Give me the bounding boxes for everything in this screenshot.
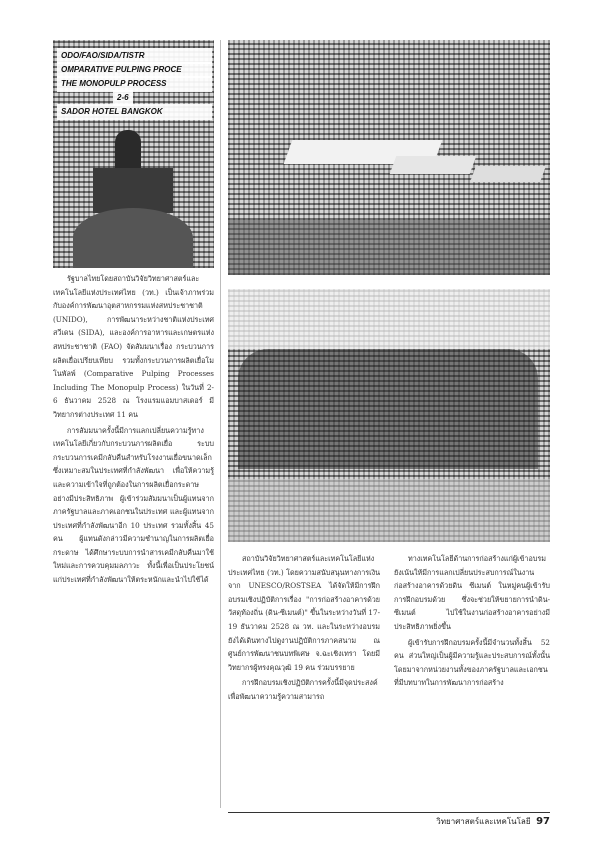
people-group bbox=[238, 349, 538, 469]
banner-line-5: SADOR HOTEL BANGKOK bbox=[57, 104, 212, 120]
journal-title: วิทยาศาสตร์และเทคโนโลยี bbox=[436, 817, 531, 826]
ground bbox=[228, 479, 550, 542]
roof bbox=[470, 166, 546, 182]
roof bbox=[390, 156, 477, 174]
speaker-figure bbox=[115, 130, 141, 170]
paragraph: การฝึกอบรมเชิงปฏิบัติการครั้งนี้มีจุดประสงค์เพื่อพัฒนาความรู้ความสามารถ bbox=[228, 678, 378, 701]
left-column bbox=[53, 272, 214, 587]
footer-rule bbox=[228, 812, 550, 813]
seminar-photo bbox=[53, 40, 214, 268]
banner-line-3: THE MONOPULP PROCESS bbox=[57, 76, 212, 92]
training-photo bbox=[228, 289, 550, 542]
banner-line-2: OMPARATIVE PULPING PROCE bbox=[57, 62, 212, 78]
paragraph: สถาบันวิจัยวิทยาศาสตร์และเทคโนโลยีแห่งประเทศไทย (วท.) โดยความสนับสนุนทางการเงินจาก UNESCO/ROSTSEA ได้จัดให้มีการฝึกอบรมเชิงปฏิบัติการเรื่อง "การก่อสร้างอาคารด้วยวัสดุท้องถิ่น (ดิน-ซีเมนต์)" ขึ้นในระหว่างวันที่ 17-19 ธันวาคม 2528 ณ วท. และในระหว่างอบรมยังได้เดินทางไปดูงานปฏิบัติการภาคสนาม ณ ศูนย์การพัฒนาชนบทพิเศษ จ.ฉะเชิงเทรา โดยมีวิทยากรผู้ทรงคุณวุฒิ 19 คน ร่วมบรรยาย bbox=[228, 554, 380, 672]
sky bbox=[228, 289, 550, 349]
page-footer bbox=[436, 815, 550, 828]
ground bbox=[228, 220, 550, 275]
middle-column bbox=[228, 552, 380, 704]
podium bbox=[93, 168, 173, 213]
banner-line-1: ODO/FAO/SIDA/TISTR bbox=[57, 48, 212, 64]
banner-line-4: 2-6 bbox=[113, 90, 133, 106]
paragraph: ทางเทคโนโลยีด้านการก่อสร้างแก่ผู้เข้าอบรม ยังเน้นให้มีการแลกเปลี่ยนประสบการณ์ในงานก่อสร้างอาคารด้วยดิน ซีเมนต์ ในหมู่คนผู้เข้ารับการฝึกอบรมด้วย ซึ่งจะช่วยให้ขยายการนำดิน-ซีเมนต์ ไปใช้ในงานก่อสร้างอาคารอย่างมีประสิทธิภาพยิ่งขึ้น bbox=[394, 554, 550, 631]
flower-arrangement bbox=[73, 208, 193, 268]
column-divider bbox=[220, 40, 221, 808]
paragraph: รัฐบาลไทยโดยสถาบันวิจัยวิทยาศาสตร์และเทคโนโลยีแห่งประเทศไทย (วท.) เป็นเจ้าภาพร่วมกับองค์การพัฒนาอุตสาหกรรมแห่งสหประชาชาติ (UNIDO), การพัฒนาระหว่างชาติแห่งประเทศสวีเดน (SIDA), และองค์การอาหารและเกษตรแห่งสหประชาชาติ (FAO) จัดสัมมนาเรื่อง กระบวนการผลิตเยื่อเปรียบเทียบ รวมทั้งกระบวนการผลิตเยื่อโมโนพัลพ์ (Comparative Pulping Processes Including The Monopulp Process) ในวันที่ 2-6 ธันวาคม 2528 ณ โรงแรมแอมบาสเดอร์ มีวิทยากรต่างประเทศ 11 คน bbox=[53, 274, 214, 419]
right-column bbox=[394, 552, 550, 690]
paragraph: การสัมมนาครั้งนี้มีการแลกเปลี่ยนความรู้ทางเทคโนโลยีเกี่ยวกับกระบวนการผลิตเยื่อ ระบบกระบวนการเคมีกลับคืนสำหรับโรงงานเยื่อขนาดเล็กซึ่งเหมาะสมในประเทศที่กำลังพัฒนา เพื่อให้ความรู้และความเข้าใจที่ถูกต้องในการผลิตเยื่อกระดาษอย่างมีประสิทธิภาพ ผู้เข้าร่วมสัมมนาเป็นผู้แทนจากภาครัฐบาลและภาคเอกชนในประเทศ และผู้แทนจากประเทศที่กำลังพัฒนาอีก 10 ประเทศ รวมทั้งสิ้น 45 คน ผู้แทนดังกล่าวมีความชำนาญในการผลิตเยื่อกระดาษ ได้ศึกษาระบบการนำสารเคมีกลับคืนมาใช้ใหม่และการควบคุมมลภาวะ ทั้งนี้เพื่อเป็นประโยชน์แก่ประเทศที่กำลังพัฒนาให้ตระหนักและนำไปใช้ได้ bbox=[53, 425, 214, 585]
paragraph: ผู้เข้ารับการฝึกอบรมครั้งนี้มีจำนวนทั้งสิ้น 52 คน ส่วนใหญ่เป็นผู้มีความรู้และประสบการณ์ทั้งนั้น โดยมาจากหน่วยงานทั้งของภาครัฐบาลและเอกชนที่มีบทบาทในการพัฒนาการก่อสร้าง bbox=[394, 637, 550, 688]
building-photo bbox=[228, 40, 550, 275]
page-number: 97 bbox=[536, 816, 550, 827]
